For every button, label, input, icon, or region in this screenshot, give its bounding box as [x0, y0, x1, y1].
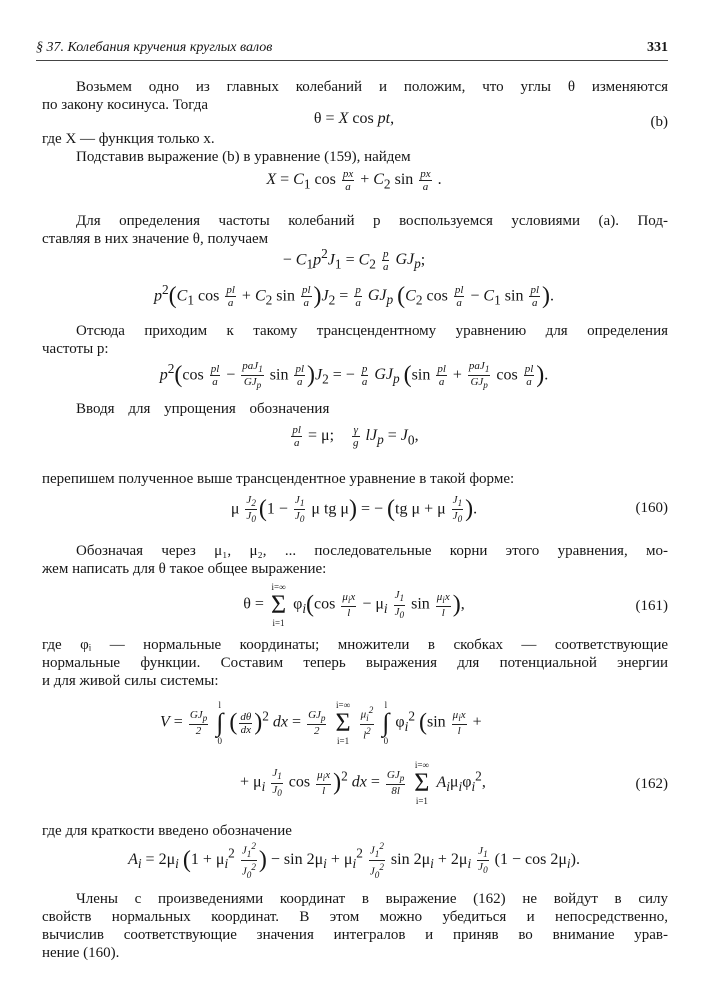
equation-X: $X = C_1$ cos $\frac{px}{a}$ + $C_2$ sin $\frac{px}{a}$ . [266, 168, 442, 193]
equation-boundary-1: − $C_1p^2J_1 = C_2$ $\frac{p}{a}$ $GJ_p$; [282, 246, 426, 274]
page-number: 331 [647, 40, 668, 55]
paragraph-line: Отсюда приходим к такому трансцендентному уравнению для определения [76, 323, 668, 339]
paragraph-line: где для краткости введено обозначение [42, 823, 292, 839]
paragraph-line: Вводя для упрощения обозначения [76, 401, 330, 417]
equation-number: (160) [635, 500, 668, 516]
equation-number: (162) [635, 776, 668, 792]
equation-160: μ $\frac{J_2}{J_0}$ (1 − $\frac{J_1}{J_0}$ μ tg μ) = − (tg μ + μ $\frac{J_1}{J_0}$ ). [230, 494, 478, 525]
equation-161: θ = i=∞ Σ i=1 $\varphi_i(\cos$ $\mu_ix$ l − $\mu_i$ $\frac{J_1}{J_0}$ sin $\mu_ix$ l ), [243, 582, 465, 628]
paragraph-line: частоты p: [42, 341, 109, 357]
section-title: § 37. Колебания кручения круглых валов [36, 40, 273, 55]
paragraph-line: и для живой силы системы: [42, 673, 219, 689]
equation-number: (161) [635, 598, 668, 614]
paragraph-line: Подставив выражение (b) в уравнение (159), найдем [76, 149, 411, 165]
paragraph-line: по закону косинуса. Тогда [42, 97, 209, 113]
equation-notation: $\frac{pl}{a}$ = μ; $\frac{\gamma}{g}$ $lJ_p = J_0$, [292, 424, 419, 449]
paragraph-line: где X — функция только x. [42, 131, 215, 147]
paragraph-line: жем написать для θ такое общее выражение: [42, 561, 327, 577]
equation-b: θ = X cos pt, [313, 110, 395, 127]
paragraph-line: ставляя в них значение θ, получаем [42, 231, 269, 247]
paragraph-line: Обозначая через μ₁, μ₂, ... последовательные корни этого уравнения, мо- [76, 543, 668, 559]
paragraph-line: где φᵢ — нормальные координаты; множители в скобках — соответствующие [42, 637, 668, 653]
paragraph-line: Члены с произведениями координат в выражение (162) не войдут в силу [76, 891, 668, 907]
paragraph-line: вычислив соответствующие значения интегралов и приняв во внимание урав- [42, 927, 668, 943]
running-header [36, 40, 668, 60]
equation-boundary-2: $p^2(C_1$ cos $\frac{pl}{a}$ + $C_2$ sin $\frac{pl}{a}$ )$J_2$ = $\frac{p}{a}$ $GJ_p$ ($C_2$ cos $\frac{pl}{a}$ − $C_1$ sin $\frac{pl}{a}$ ). [154, 282, 554, 310]
header-rule [36, 60, 668, 61]
equation-162-line1: V = $GJ_p$ 2 l ∫ 0 ( $\frac{d\theta}{dx}$ )$^2$ dx = $GJ_p$ 2 i=∞ Σ i=1 $\frac{\mu_i^2}{l^2}$ l ∫ 0 $\varphi_i^2$ (sin $\mu_ix$ l + [160, 700, 482, 746]
equation-number: (b) [650, 114, 668, 130]
equation-162-line2: + $\mu_i$ $\frac{J_1}{J_0}$ cos $\mu_ix$ l )$^2$ dx = $GJ_p$ 8l i=∞ Σ i=1 $A_i\mu_i\varphi_i^2$, [240, 760, 486, 806]
paragraph-line: свойств нормальных координат. В этом можно убедиться и непосредственно, [42, 909, 668, 925]
paragraph-line: перепишем полученное выше трансцендентное уравнение в такой форме: [42, 471, 515, 487]
paragraph-line: нение (160). [42, 945, 120, 961]
paragraph-line: Возьмем одно из главных колебаний и положим, что углы θ изменяются [76, 79, 668, 95]
equation-Ai: $A_i = 2\mu_i$ ($1 + \mu_i^2$ $\frac{J_1^2}{J_0^2}$ ) − $\sin 2\mu_i + \mu_i^2$ $\frac{J_1^2}{J_0^2}$ $\sin 2\mu_i + 2\mu_i$ $\frac{J_1}{J_0}$ $(1 - \cos 2\mu_i)$. [128, 841, 580, 880]
paragraph-line: Для определения частоты колебаний p воспользуемся условиями (a). Под- [76, 213, 668, 229]
paragraph-line: нормальные функции. Составим теперь выражения для потенциальной энергии [42, 655, 668, 671]
equation-transcendental: $p^2(\cos$ $\frac{pl}{a}$ − paJ$_1$ $GJ_p$ sin $\frac{pl}{a}$ )$J_2$ = − $\frac{p}{a}$ $GJ_p$ (sin $\frac{pl}{a}$ + paJ$_1$ $GJ_p$ cos $\frac{pl}{a}$ ). [159, 360, 549, 391]
